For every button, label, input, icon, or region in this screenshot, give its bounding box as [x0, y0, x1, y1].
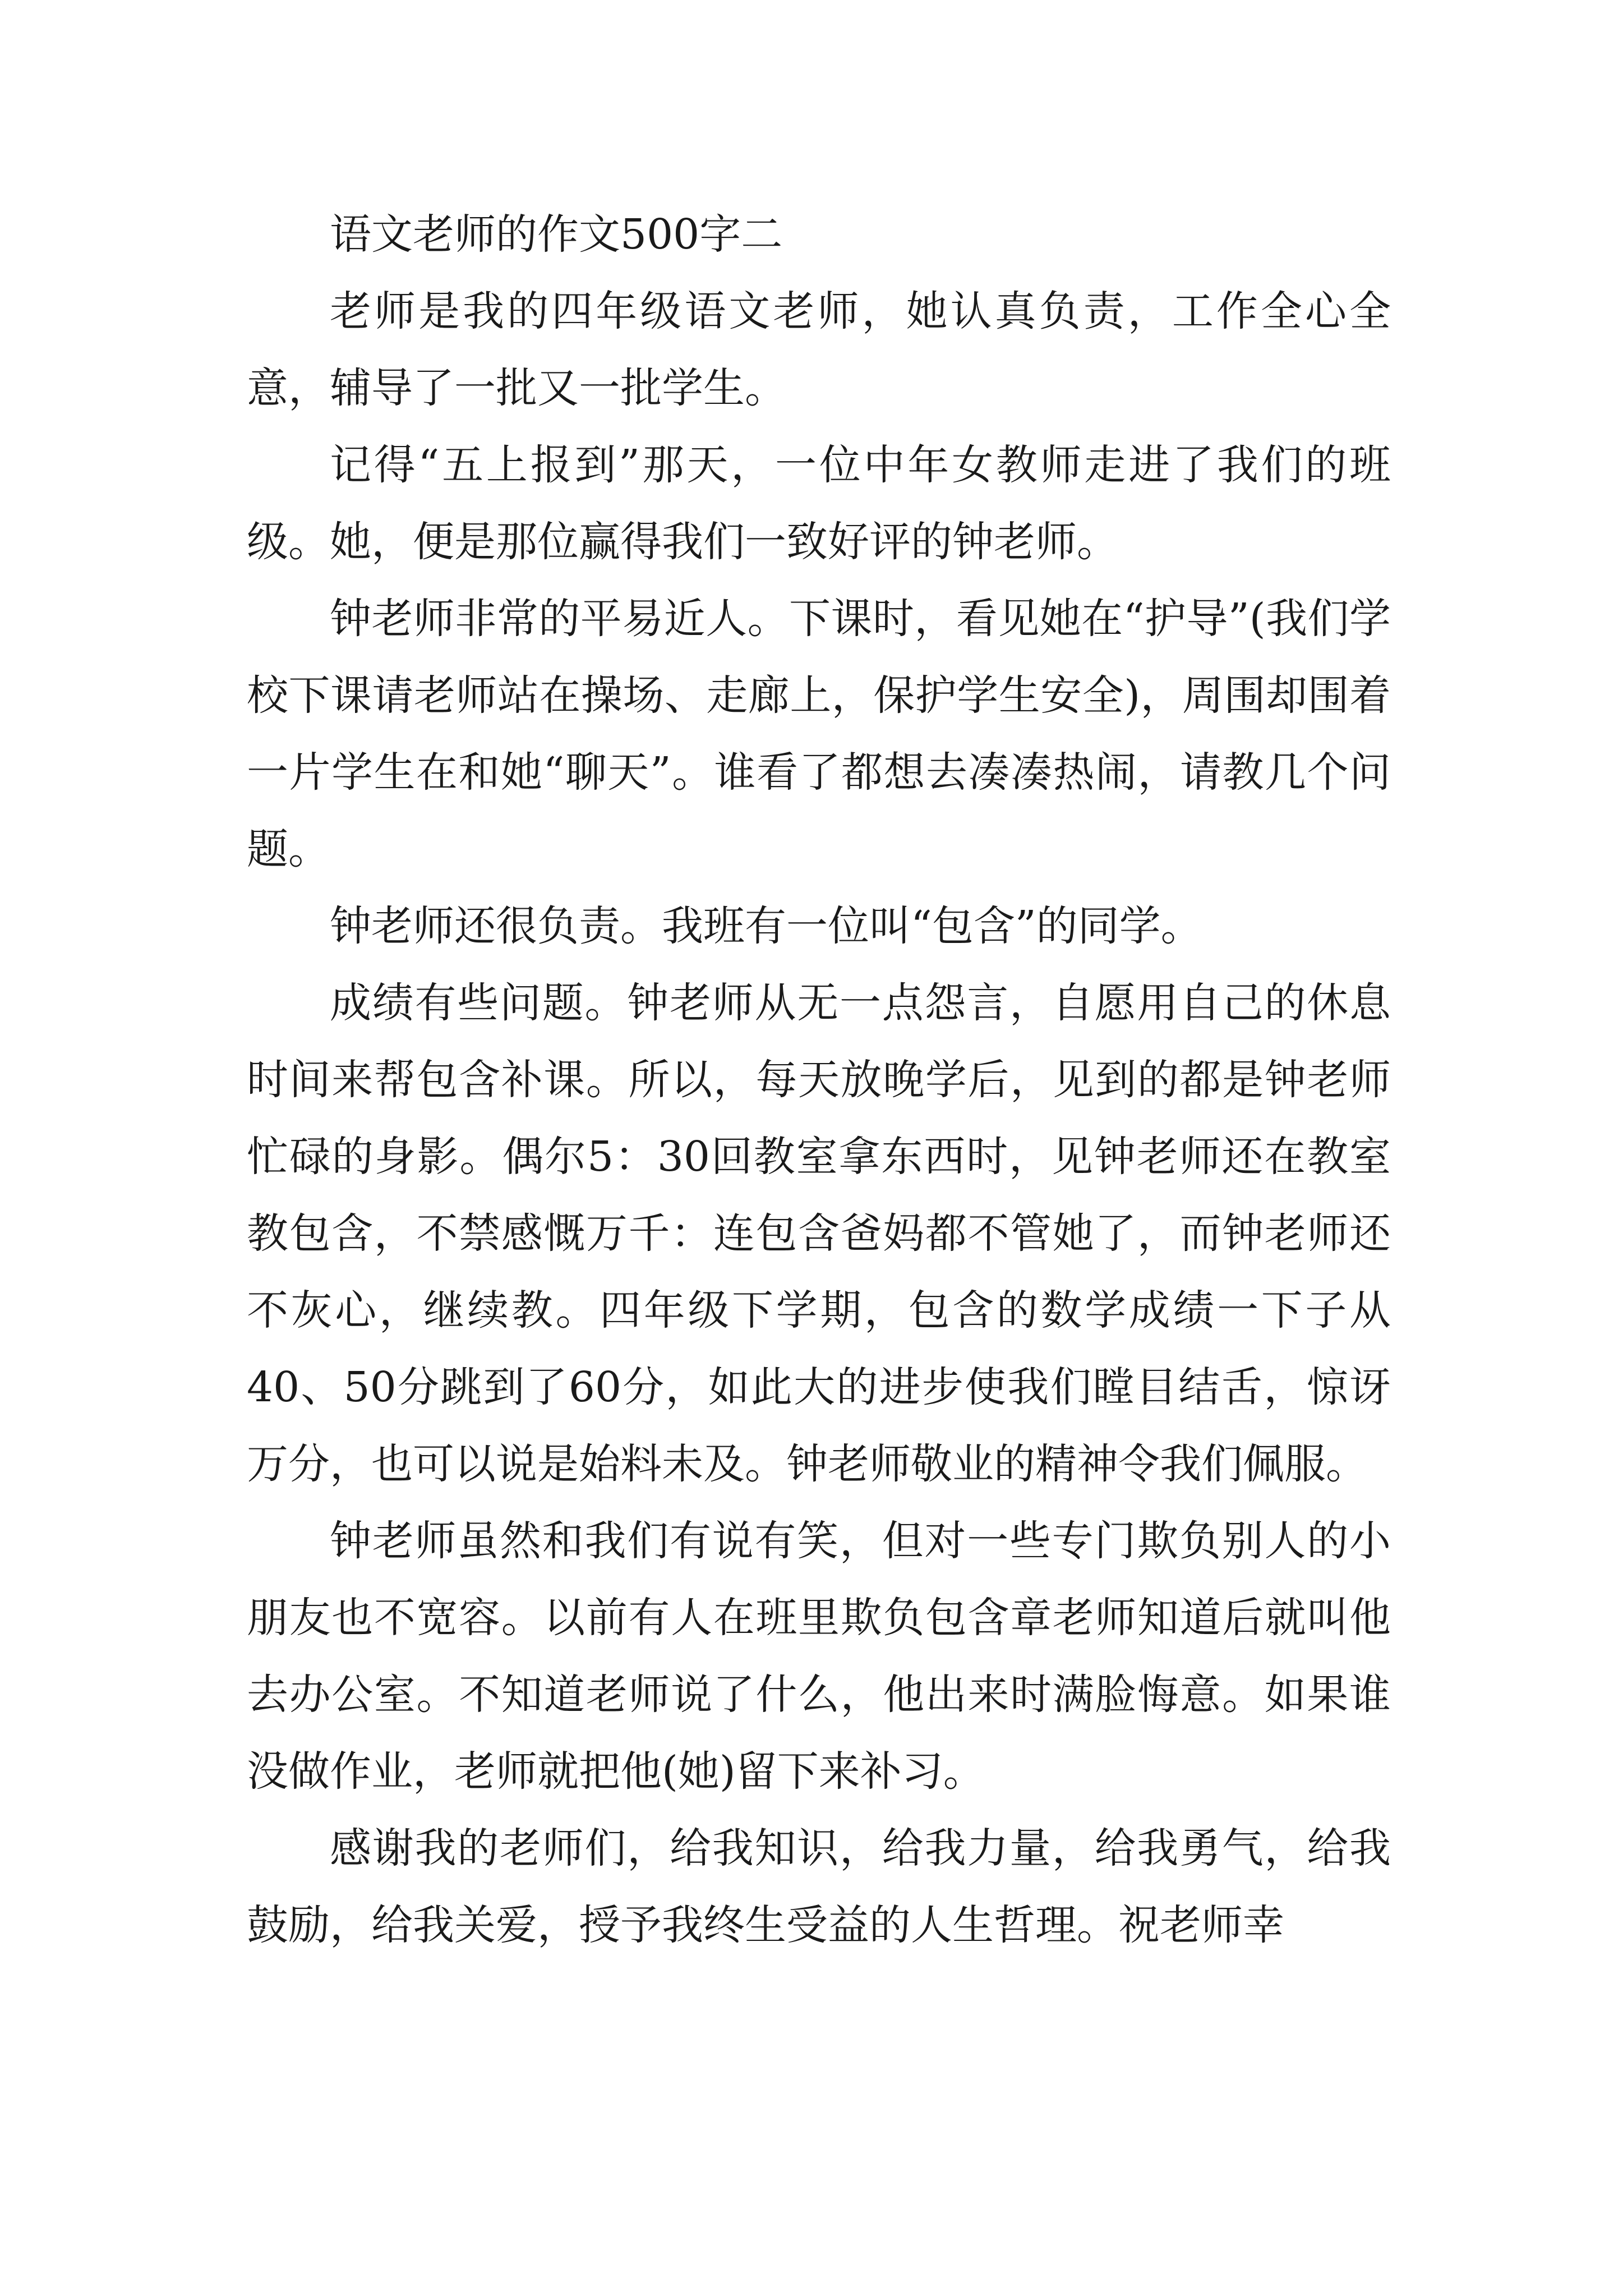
- paragraph-4: 钟老师还很负责。我班有一位叫“包含”的同学。: [330, 902, 1202, 950]
- paragraph-7: 感谢我的老师们，给我知识，给我力量，给我勇气，给我鼓励，给我关爱，授予我终生受益的人生哲理。祝老师幸: [247, 1824, 1391, 1949]
- paragraph-1: 老师是我的四年级语文老师，她认真负责，工作全心全意，辅导了一批又一批学生。: [247, 287, 1391, 412]
- paragraph-5: 成绩有些问题。钟老师从无一点怨言，自愿用自己的休息时间来帮包含补课。所以，每天放晚学后，见到的都是钟老师忙碌的身影。偶尔5：30回教室拿东西时，见钟老师还在教室教包含，不禁感慨万千：连包含爸妈都不管她了，而钟老师还不灰心，继续教。四年级下学期，包含的数学成绩一下子从40、50分跳到了60分，如此大的进步使我们瞠目结舌，惊讶万分，也可以说是始料未及。钟老师敬业的精神令我们佩服。: [247, 979, 1391, 1488]
- paragraph-6: 钟老师虽然和我们有说有笑，但对一些专门欺负别人的小朋友也不宽容。以前有人在班里欺负包含章老师知道后就叫他去办公室。不知道老师说了什么，他出来时满脸悔意。如果谁没做作业，老师就把他(她)留下来补习。: [247, 1517, 1391, 1796]
- document-body: [247, 196, 1391, 1964]
- paragraph-2: 记得“五上报到”那天，一位中年女教师走进了我们的班级。她，便是那位赢得我们一致好评的钟老师。: [247, 441, 1391, 566]
- document-title: 语文老师的作文500字二: [330, 210, 783, 259]
- paragraph-3: 钟老师非常的平易近人。下课时，看见她在“护导”(我们学校下课请老师站在操场、走廊上，保护学生安全)，周围却围着一片学生在和她“聊天”。谁看了都想去凑凑热闹，请教几个问题。: [247, 595, 1391, 873]
